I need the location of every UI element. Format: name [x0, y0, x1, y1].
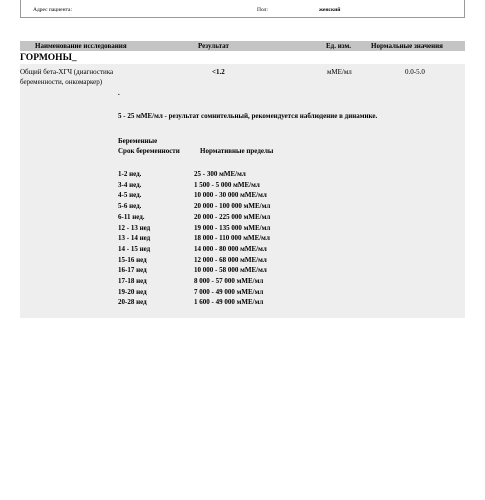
ref-term: 6-11 нед.	[118, 212, 145, 221]
ref-range: 20 000 - 225 000 мМЕ/мл	[194, 212, 271, 221]
col-term: Срок беременности	[118, 147, 180, 155]
ref-term: 20-28 нед	[118, 298, 147, 307]
ref-range: 19 000 - 135 000 мМЕ/мл	[194, 223, 271, 232]
test-name-line2: беременности, онкомаркер)	[20, 78, 103, 86]
sex-value: женский	[319, 7, 341, 13]
ref-term: 15-16 нед	[118, 255, 147, 264]
ref-term: 3-4 нед.	[118, 180, 142, 189]
ref-term: 5-6 нед.	[118, 202, 142, 211]
comment-dot: .	[118, 89, 120, 97]
ref-range: 8 000 - 57 000 мМЕ/мл	[194, 277, 264, 285]
doubtful-note: 5 - 25 мМЕ/мл - результат сомнительный, рекомендуется наблюдение в динамике.	[118, 112, 378, 120]
test-normal: 0.0-5.0	[405, 68, 425, 76]
table-header	[20, 41, 465, 51]
ref-term: 17-18 нед	[118, 277, 147, 285]
test-unit: мМЕ/мл	[327, 68, 352, 76]
header-normal: Нормальные значения	[371, 42, 443, 50]
sex-label: Пол:	[257, 7, 268, 13]
pregnant-title: Беременные	[118, 137, 158, 145]
ref-term: 14 - 15 нед	[118, 244, 151, 253]
ref-term: 12 - 13 нед	[118, 223, 151, 232]
ref-term: 4-5 нед.	[118, 191, 142, 200]
patient-info-box	[20, 0, 465, 18]
ref-range: 10 000 - 58 000 мМЕ/мл	[194, 266, 267, 275]
ref-range: 25 - 300 мМЕ/мл	[194, 170, 246, 178]
ref-term: 13 - 14 нед	[118, 234, 151, 243]
header-unit: Ед. изм.	[326, 42, 351, 50]
header-test-name: Наименование исследования	[35, 42, 127, 50]
ref-range: 1 600 - 49 000 мМЕ/мл	[194, 298, 264, 307]
header-result: Результат	[198, 42, 229, 50]
ref-range: 10 000 - 30 000 мМЕ/мл	[194, 191, 267, 200]
test-result: <1.2	[212, 68, 225, 76]
ref-range: 12 000 - 68 000 мМЕ/мл	[194, 255, 267, 264]
ref-term: 19-20 нед	[118, 287, 147, 296]
address-label: Адрес пациента:	[33, 7, 73, 13]
test-name-line1: Общий бета-ХГЧ (диагностика	[20, 68, 114, 76]
ref-range: 20 000 - 100 000 мМЕ/мл	[194, 202, 271, 211]
ref-range: 7 000 - 49 000 мМЕ/мл	[194, 287, 264, 296]
ref-term: 1-2 нед.	[118, 170, 142, 178]
ref-range: 1 500 - 5 000 мМЕ/мл	[194, 180, 260, 189]
ref-range: 14 000 - 80 000 мМЕ/мл	[194, 244, 267, 253]
ref-term: 16-17 нед	[118, 266, 147, 275]
col-limits: Нормативные пределы	[200, 147, 274, 155]
section-title: ГОРМОНЫ_	[20, 53, 77, 63]
ref-range: 18 000 - 110 000 мМЕ/мл	[194, 234, 270, 243]
